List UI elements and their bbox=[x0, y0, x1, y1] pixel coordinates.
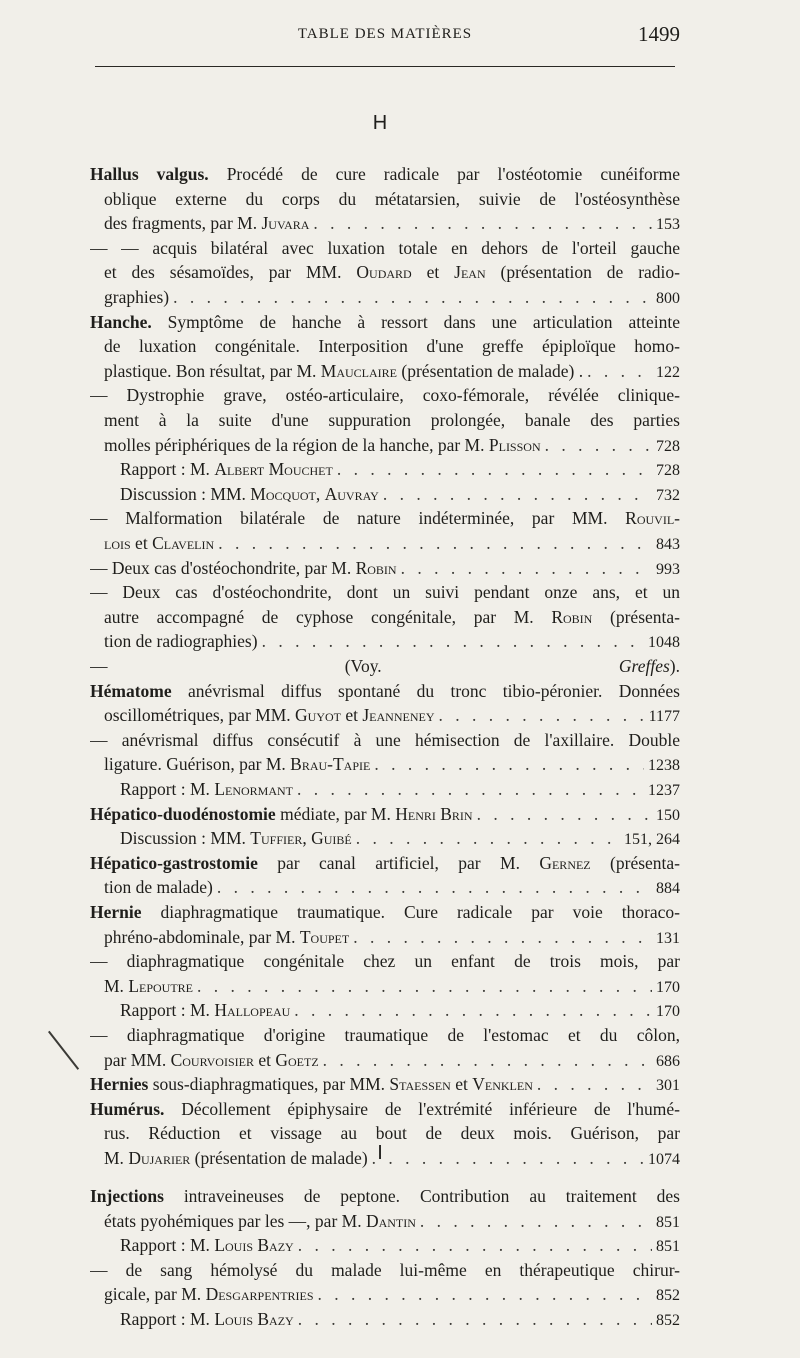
entry-text-run: graphies) bbox=[104, 287, 170, 307]
entry-line bbox=[90, 236, 680, 260]
dot-leader bbox=[477, 802, 652, 826]
dot-leader bbox=[294, 998, 652, 1022]
entry-text bbox=[90, 312, 680, 332]
entry-text-run: oscillométriques, par MM. bbox=[104, 705, 296, 725]
entry-text bbox=[104, 433, 541, 457]
entry-text-run: — Deux cas d'ostéochondrite, par M. bbox=[90, 558, 356, 578]
section-letter: I bbox=[377, 1142, 383, 1164]
entry-subline bbox=[90, 482, 680, 506]
entry-text bbox=[120, 777, 293, 801]
dot-leader bbox=[218, 531, 652, 555]
entry-text-run: par canal artificiel, par M. bbox=[257, 853, 540, 873]
entry-line bbox=[90, 654, 680, 678]
page-reference: 1048 bbox=[648, 634, 680, 651]
entry-line bbox=[90, 531, 680, 555]
dot-leader bbox=[439, 703, 645, 727]
entry-text-run: Rapport : M. bbox=[120, 779, 215, 799]
entry-line bbox=[90, 900, 680, 924]
entry-line bbox=[90, 1209, 680, 1233]
entry-line bbox=[90, 310, 680, 334]
author-name: Venklen bbox=[472, 1074, 533, 1094]
entry-line bbox=[90, 605, 680, 629]
entry-line bbox=[90, 752, 680, 776]
author-name: Courvoisier bbox=[170, 1050, 254, 1070]
author-name: Gernez bbox=[539, 853, 591, 873]
entry-text bbox=[104, 336, 680, 356]
dot-leader bbox=[298, 1233, 652, 1257]
entry-text-run: et bbox=[450, 1074, 473, 1094]
entry-text-run: et des sésamoïdes, par MM. bbox=[104, 262, 357, 282]
author-name: lois bbox=[104, 533, 131, 553]
entry-text bbox=[104, 875, 213, 899]
entry-text-run: Rapport : M. bbox=[120, 1235, 215, 1255]
dot-leader bbox=[297, 777, 644, 801]
entry-text bbox=[90, 802, 473, 826]
dot-leader bbox=[545, 433, 652, 457]
entry-heading: Hernie bbox=[90, 902, 142, 922]
author-name: Albert Mouchet bbox=[214, 459, 333, 479]
page-reference: 728 bbox=[656, 462, 680, 479]
author-name: Staessen bbox=[389, 1074, 451, 1094]
author-name: Mauclaire bbox=[320, 361, 398, 381]
entry-text bbox=[104, 410, 680, 430]
entry-heading: Hanche. bbox=[90, 312, 152, 332]
dot-leader bbox=[313, 211, 652, 235]
entry-line bbox=[90, 949, 680, 973]
dot-leader bbox=[587, 359, 652, 383]
entry-text-run: Symptôme de hanche à ressort dans une articulation atteinte bbox=[151, 312, 680, 332]
page-reference: 852 bbox=[656, 1312, 680, 1329]
entry-text bbox=[104, 1123, 680, 1143]
entry-text-run: , bbox=[315, 484, 325, 504]
entry-text-run: anévrismal diffus spontané du tronc tibio-péronier. Données bbox=[171, 681, 680, 701]
entry-heading: Hématome bbox=[90, 681, 172, 701]
entry-line bbox=[90, 1048, 680, 1072]
author-name: Juvara bbox=[261, 213, 310, 233]
entry-line bbox=[90, 679, 680, 703]
author-name: Brau-Tapie bbox=[290, 754, 371, 774]
entry-text-run: et bbox=[253, 1050, 276, 1070]
entry-line bbox=[90, 1258, 680, 1282]
entry-text-run: tion de radiographies) bbox=[104, 631, 258, 651]
dot-leader bbox=[217, 875, 652, 899]
entry-text-run: M. bbox=[104, 976, 129, 996]
entry-subline bbox=[90, 457, 680, 481]
dot-leader bbox=[298, 1307, 652, 1331]
dot-leader bbox=[337, 457, 652, 481]
entry-subline bbox=[90, 826, 680, 850]
entry-subline bbox=[90, 1233, 680, 1257]
dot-leader bbox=[262, 629, 644, 653]
entry-heading: Hépatico-duodénostomie bbox=[90, 804, 276, 824]
entry-text-run: — Malformation bilatérale de nature indéterminée, par MM. bbox=[90, 508, 626, 528]
entry-line bbox=[90, 162, 680, 186]
author-name: Louis Bazy bbox=[214, 1235, 294, 1255]
entry-text-run: ment à la suite d'une suppuration prolongée, banale des parties bbox=[104, 410, 680, 430]
entry-text bbox=[104, 925, 349, 949]
author-name: Dantin bbox=[365, 1211, 416, 1231]
page-reference: 150 bbox=[656, 807, 680, 824]
page-reference: 851 bbox=[656, 1238, 680, 1255]
dot-leader bbox=[383, 482, 652, 506]
entry-text bbox=[90, 556, 397, 580]
entry-subline bbox=[90, 1307, 680, 1331]
entry-text bbox=[90, 1072, 533, 1096]
entry-text-run: Rapport : M. bbox=[120, 1309, 215, 1329]
entry-text bbox=[90, 853, 680, 873]
entry-text-run: Procédé de cure radicale par l'ostéotomie cunéiforme bbox=[208, 164, 680, 184]
author-name: Clavelin bbox=[152, 533, 215, 553]
entry-line bbox=[90, 925, 680, 949]
entry-text-run: , bbox=[302, 828, 312, 848]
entry-text bbox=[90, 508, 680, 528]
entry-text bbox=[90, 1099, 680, 1119]
author-name: Jeanneney bbox=[362, 705, 435, 725]
entry-text bbox=[104, 1209, 416, 1233]
entry-text-run: de luxation congénitale. Interposition d'une greffe épiploïque homo- bbox=[104, 336, 680, 356]
entry-text bbox=[120, 482, 379, 506]
entry-text-run: molles périphériques de la région de la hanche, par M. bbox=[104, 435, 489, 455]
entry-text bbox=[90, 902, 680, 922]
entry-text bbox=[104, 607, 680, 627]
entry-text bbox=[90, 730, 680, 750]
entry-text-run: (présenta- bbox=[592, 607, 680, 627]
entry-text-run: (présentation de malade) . bbox=[397, 361, 584, 381]
entry-text-run: — (Voy. bbox=[90, 656, 619, 676]
entry-text bbox=[90, 385, 680, 405]
dot-leader bbox=[537, 1072, 652, 1096]
entry-text bbox=[104, 1282, 314, 1306]
page-reference: 884 bbox=[656, 880, 680, 897]
page-reference: 122 bbox=[656, 364, 680, 381]
entry-text bbox=[104, 974, 193, 998]
entry-text bbox=[104, 752, 370, 776]
dot-leader bbox=[374, 752, 644, 776]
page-reference: 1238 bbox=[648, 757, 680, 774]
page-reference: 1177 bbox=[648, 708, 680, 725]
entry-text-run: et bbox=[340, 705, 363, 725]
entry-text-run: — — acquis bilatéral avec luxation totale en dehors de l'orteil gauche bbox=[90, 238, 680, 258]
entry-subline bbox=[90, 998, 680, 1022]
entry-line bbox=[90, 506, 680, 530]
entry-text bbox=[120, 457, 333, 481]
page-reference: 170 bbox=[656, 979, 680, 996]
entry-line bbox=[90, 359, 680, 383]
dot-leader bbox=[323, 1048, 652, 1072]
page-reference: 170 bbox=[656, 1003, 680, 1020]
entry-text-run: (présentation de malade) bbox=[190, 1148, 368, 1168]
entry-line bbox=[90, 556, 680, 580]
entry-text bbox=[104, 359, 583, 383]
entry-line bbox=[90, 433, 680, 457]
entry-text-run: et bbox=[411, 262, 455, 282]
entry-text-run: — anévrismal diffus consécutif à une hémisection de l'axillaire. Double bbox=[90, 730, 680, 750]
entry-text bbox=[104, 1048, 319, 1072]
entry-text-run: ligature. Guérison, par M. bbox=[104, 754, 291, 774]
entry-text-run: Greffes bbox=[618, 656, 670, 676]
author-name: Jean bbox=[454, 262, 486, 282]
author-name: Goetz bbox=[275, 1050, 319, 1070]
entry-text bbox=[104, 189, 680, 209]
page-reference: 993 bbox=[656, 561, 680, 578]
entry-subline bbox=[90, 777, 680, 801]
entry-heading: Hallus valgus. bbox=[90, 164, 209, 184]
entry-line bbox=[90, 383, 680, 407]
author-name: Tuffier bbox=[250, 828, 303, 848]
author-name: Hallopeau bbox=[214, 1000, 291, 1020]
page-reference: 728 bbox=[656, 438, 680, 455]
entry-text-run: rus. Réduction et vissage au bout de deux mois. Guérison, par bbox=[104, 1123, 680, 1143]
page-reference: 131 bbox=[656, 930, 680, 947]
entry-heading: Injections bbox=[90, 1186, 164, 1206]
entry-text bbox=[104, 262, 680, 282]
dot-leader bbox=[401, 556, 652, 580]
entry-text-run: tion de malade) bbox=[104, 877, 213, 897]
page-header bbox=[90, 22, 680, 52]
author-name: Oudard bbox=[356, 262, 412, 282]
entry-text bbox=[104, 629, 258, 653]
entry-heading: Humérus. bbox=[90, 1099, 165, 1119]
entry-line bbox=[90, 1097, 680, 1121]
page-reference: 843 bbox=[656, 536, 680, 553]
entry-text-run: ). bbox=[669, 656, 680, 676]
entry-line bbox=[90, 728, 680, 752]
entry-text bbox=[120, 826, 352, 850]
page-reference: 1237 bbox=[648, 782, 680, 799]
page-reference: 686 bbox=[656, 1053, 680, 1070]
entry-text-run: intraveineuses de peptone. Contribution au traitement des bbox=[163, 1186, 680, 1206]
section-letter: H bbox=[372, 112, 388, 134]
entry-text-run: Discussion : MM. bbox=[120, 828, 251, 848]
entry-line bbox=[90, 1282, 680, 1306]
entry-text bbox=[90, 1186, 680, 1206]
page-reference: 851 bbox=[656, 1214, 680, 1231]
entry-text-run: diaphragmatique traumatique. Cure radicale par voie thoraco- bbox=[141, 902, 680, 922]
entry-line bbox=[90, 1072, 680, 1096]
entry-line bbox=[90, 629, 680, 653]
entry-text bbox=[90, 164, 680, 184]
author-name: Guyot bbox=[295, 705, 341, 725]
entry-line bbox=[90, 334, 680, 358]
entry-text-run: médiate, par M. bbox=[275, 804, 396, 824]
entry-line bbox=[90, 260, 680, 284]
entry-text-run: M. bbox=[104, 1148, 129, 1168]
entry-text-run: (présenta- bbox=[590, 853, 680, 873]
page-reference: 301 bbox=[656, 1077, 680, 1094]
page-reference: 1074 bbox=[648, 1151, 680, 1168]
entry-text bbox=[104, 703, 435, 727]
author-name: Henri Brin bbox=[395, 804, 473, 824]
entry-line bbox=[90, 211, 680, 235]
entry-heading: Hernies bbox=[90, 1074, 149, 1094]
entry-text bbox=[90, 656, 680, 676]
header-rule bbox=[95, 66, 675, 67]
entry-line bbox=[90, 851, 680, 875]
page-reference: 732 bbox=[656, 487, 680, 504]
entry-line bbox=[90, 408, 680, 432]
entry-text bbox=[90, 681, 680, 701]
entry-line bbox=[90, 875, 680, 899]
entry-line bbox=[90, 580, 680, 604]
entry-text-run: (présentation de radio- bbox=[485, 262, 680, 282]
running-title: TABLE DES MATIÈRES bbox=[297, 26, 473, 42]
entry-text bbox=[90, 951, 680, 971]
page-reference: 852 bbox=[656, 1287, 680, 1304]
dot-leader bbox=[353, 925, 652, 949]
entry-text bbox=[90, 582, 680, 602]
author-name: Auvray bbox=[324, 484, 379, 504]
entry-text-run: autre accompagné de cyphose congénitale, par M. bbox=[104, 607, 552, 627]
dot-leader bbox=[197, 974, 652, 998]
author-name: Toupet bbox=[299, 927, 350, 947]
entry-text-run: — de sang hémolysé du malade lui-même en thérapeutique chirur- bbox=[90, 1260, 680, 1280]
author-name: Plisson bbox=[488, 435, 541, 455]
entry-line bbox=[90, 285, 680, 309]
entry-text-run: sous-diaphragmatiques, par MM. bbox=[148, 1074, 390, 1094]
author-name: Lepoutre bbox=[128, 976, 194, 996]
author-name: Lenormant bbox=[214, 779, 294, 799]
entry-text-run: gicale, par M. bbox=[104, 1284, 206, 1304]
entry-line bbox=[90, 1023, 680, 1047]
entry-text bbox=[104, 211, 309, 235]
entry-text-run: plastique. Bon résultat, par M. bbox=[104, 361, 321, 381]
entry-text-run: et bbox=[130, 533, 153, 553]
entry-text-run: phréno-abdominale, par M. bbox=[104, 927, 300, 947]
entry-text bbox=[90, 238, 680, 258]
page-reference: 800 bbox=[656, 290, 680, 307]
author-name: Guibé bbox=[311, 828, 352, 848]
entry-text-run: Rapport : M. bbox=[120, 1000, 215, 1020]
page-reference: 151, 264 bbox=[624, 831, 680, 848]
entry-heading: Hépatico-gastrostomie bbox=[90, 853, 258, 873]
entry-text bbox=[120, 1233, 294, 1257]
entry-line bbox=[90, 1184, 680, 1208]
entry-text-run: Discussion : MM. bbox=[120, 484, 251, 504]
entry-text-run: — Dystrophie grave, ostéo-articulaire, coxo-fémorale, révélée clinique- bbox=[90, 385, 680, 405]
entry-text-run: — diaphragmatique d'origine traumatique de l'estomac et du côlon, bbox=[90, 1025, 680, 1045]
entry-text-run: par MM. bbox=[104, 1050, 171, 1070]
dot-leader bbox=[318, 1282, 652, 1306]
author-name: Robin bbox=[355, 558, 397, 578]
entry-line bbox=[90, 187, 680, 211]
dot-leader bbox=[356, 826, 620, 850]
entry-text bbox=[120, 998, 290, 1022]
author-name: Robin bbox=[551, 607, 593, 627]
entry-text bbox=[90, 1025, 680, 1045]
author-name: Rouvil- bbox=[625, 508, 680, 528]
entry-text bbox=[104, 531, 214, 555]
entry-text-run: Décollement épiphysaire de l'extrémité inférieure de l'humé- bbox=[164, 1099, 680, 1119]
entry-text-run: — diaphragmatique congénitale chez un enfant de trois mois, par bbox=[90, 951, 680, 971]
entry-line bbox=[90, 802, 680, 826]
page-number: 1499 bbox=[638, 22, 680, 46]
margin-pencil-mark bbox=[48, 1031, 79, 1070]
entry-text-run: — Deux cas d'ostéochondrite, dont un suivi pendant onze ans, et un bbox=[90, 582, 680, 602]
author-name: Dujarier bbox=[128, 1148, 191, 1168]
entry-line bbox=[90, 703, 680, 727]
author-name: Desgarpentries bbox=[205, 1284, 314, 1304]
entry-text-run: oblique externe du corps du métatarsien, suivie de l'ostéosynthèse bbox=[104, 189, 680, 209]
dot-leader bbox=[173, 285, 652, 309]
entry-line bbox=[90, 974, 680, 998]
author-name: Louis Bazy bbox=[214, 1309, 294, 1329]
entry-text bbox=[90, 1260, 680, 1280]
page-reference: 153 bbox=[656, 216, 680, 233]
entry-text bbox=[120, 1307, 294, 1331]
entry-text bbox=[104, 285, 169, 309]
entry-text-run: états pyohémiques par les —, par M. bbox=[104, 1211, 366, 1231]
author-name: Mocquot bbox=[250, 484, 316, 504]
entry-text-run: Rapport : M. bbox=[120, 459, 215, 479]
dot-leader bbox=[420, 1209, 652, 1233]
entry-text-run: des fragments, par M. bbox=[104, 213, 262, 233]
